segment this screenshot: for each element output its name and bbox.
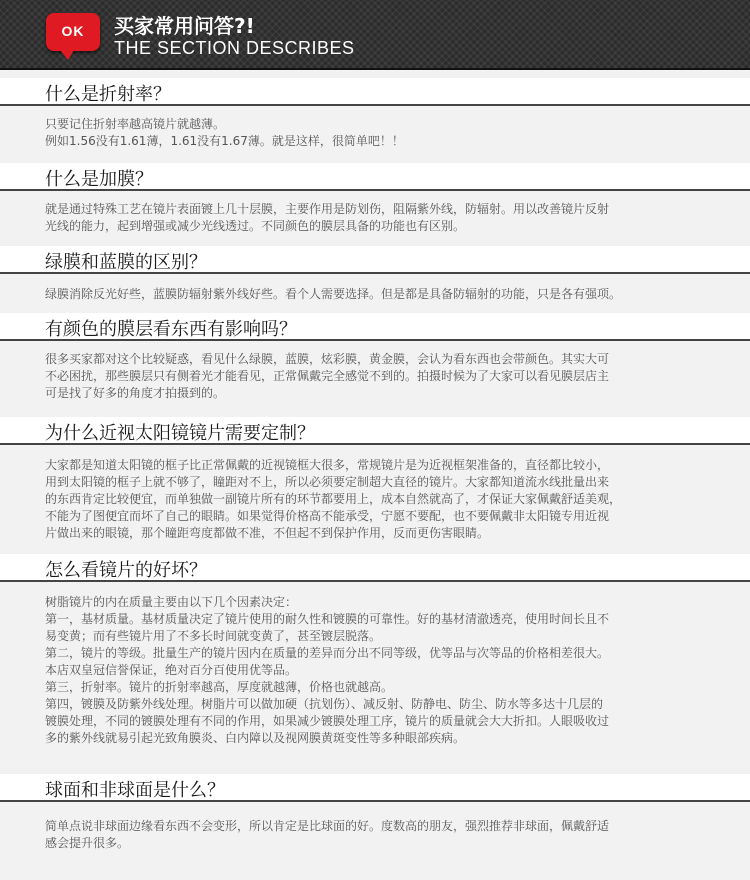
answer-line: 就是通过特殊工艺在镜片表面镀上几十层膜，主要作用是防划伤，阻隔紫外线，防辐射。用以改善镜片反射 — [45, 202, 610, 216]
faq-answer — [45, 351, 710, 402]
answer-line: 第二，镜片的等级。批量生产的镜片因内在质量的差异而分出不同等级，优等品与次等品的价格相差很大。 — [45, 646, 610, 660]
header-banner — [0, 0, 750, 70]
answer-line: 只要记住折射率越高镜片就越薄。 — [45, 117, 226, 131]
answer-line: 第三，折射率。镜片的折射率越高，厚度就越薄，价格也就越高。 — [45, 680, 394, 694]
faq-answer — [45, 286, 710, 303]
faq-question — [0, 163, 750, 191]
answer-line: 易变黄；而有些镜片用了不多长时间就变黄了，甚至镀层脱落。 — [45, 629, 382, 643]
faq-question — [0, 78, 750, 106]
answer-line: 第四，镀膜及防紫外线处理。树脂片可以做加硬（抗划伤）、减反射、防静电、防尘、防水等多达十几层的 — [45, 697, 604, 711]
faq-question — [0, 313, 750, 341]
answer-line: 光线的能力，起到增强或减少光线透过。不同颜色的膜层具备的功能也有区别。 — [45, 219, 466, 233]
section-title: 买家常用问答?! — [114, 14, 255, 38]
question-text: 什么是加膜？ — [45, 169, 153, 190]
answer-line: 片做出来的眼镜，那个瞳距弯度都做不准，不但起不到保护作用，反而更伤害眼睛。 — [45, 526, 490, 540]
question-text: 有颜色的膜层看东西有影响吗？ — [45, 319, 297, 340]
faq-question — [0, 554, 750, 582]
faq-answer — [45, 457, 710, 542]
question-text: 球面和非球面是什么？ — [45, 780, 225, 801]
answer-line: 例如1.56没有1.61薄，1.61没有1.67薄。就是这样，很简单吧！！ — [45, 134, 404, 148]
question-text: 怎么看镜片的好坏？ — [45, 560, 207, 581]
answer-line: 用到太阳镜的框子上就不够了，瞳距对不上，所以必须要定制超大直径的镜片。大家都知道流水线批量出来 — [45, 475, 610, 489]
answer-line: 简单点说非球面边缘看东西不会变形，所以肯定是比球面的好。度数高的朋友，强烈推荐非球面，佩戴舒适 — [45, 819, 610, 833]
faq-answer — [45, 116, 710, 150]
faq-question — [0, 774, 750, 802]
faq-question — [0, 246, 750, 274]
answer-line: 很多买家都对这个比较疑惑，看见什么绿膜，蓝膜，炫彩膜，黄金膜，会认为看东西也会带颜色。其实大可 — [45, 352, 610, 366]
question-text: 绿膜和蓝膜的区别？ — [45, 252, 207, 273]
answer-line: 大家都是知道太阳镜的框子比正常佩戴的近视镜框大很多，常规镜片是为近视框架准备的，直径都比较小， — [45, 458, 610, 472]
answer-line: 多的紫外线就易引起光致角膜炎、白内障以及视网膜黄斑变性等多种眼部疾病。 — [45, 731, 466, 745]
faq-answer — [45, 818, 710, 852]
answer-line: 绿膜消除反光好些，蓝膜防辐射紫外线好些。看个人需要选择。但是都是具备防辐射的功能，只是各有强项。 — [45, 287, 622, 301]
answer-line: 本店双皇冠信誉保证，绝对百分百使用优等品。 — [45, 663, 298, 677]
faq-question — [0, 417, 750, 445]
answer-line: 第一，基材质量。基材质量决定了镜片使用的耐久性和镀膜的可靠性。好的基材清澈透亮，使用时间长且不 — [45, 612, 610, 626]
question-text: 为什么近视太阳镜镜片需要定制？ — [45, 423, 315, 444]
answer-line: 可是找了好多的角度才拍摄到的。 — [45, 386, 226, 400]
answer-line: 感会提升很多。 — [45, 836, 130, 850]
question-text: 什么是折射率？ — [45, 84, 171, 105]
answer-line: 不能为了图便宜而坏了自己的眼睛。如果觉得价格高不能承受，宁愿不要配，也不要佩戴非太阳镜专用近视 — [45, 509, 610, 523]
faq-answer — [45, 201, 710, 235]
answer-line: 不必困扰，那些膜层只有侧着光才能看见，正常佩戴完全感觉不到的。拍摄时候为了大家可以看见膜层店主 — [45, 369, 610, 383]
badge-label: OK — [61, 23, 85, 39]
answer-line: 树脂镜片的内在质量主要由以下几个因素决定： — [45, 595, 298, 609]
answer-line: 的东西肯定比较便宜，而单独做一副镜片所有的环节都要用上，成本自然就高了，才保证大家佩戴舒适美观， — [45, 492, 622, 506]
ok-badge-icon — [46, 13, 100, 51]
section-subtitle: THE SECTION DESCRIBES — [114, 38, 355, 58]
faq-answer — [45, 594, 710, 747]
answer-line: 镀膜处理，不同的镀膜处理有不同的作用，如果减少镀膜处理工序，镜片的质量就会大大折扣。人眼吸收过 — [45, 714, 610, 728]
